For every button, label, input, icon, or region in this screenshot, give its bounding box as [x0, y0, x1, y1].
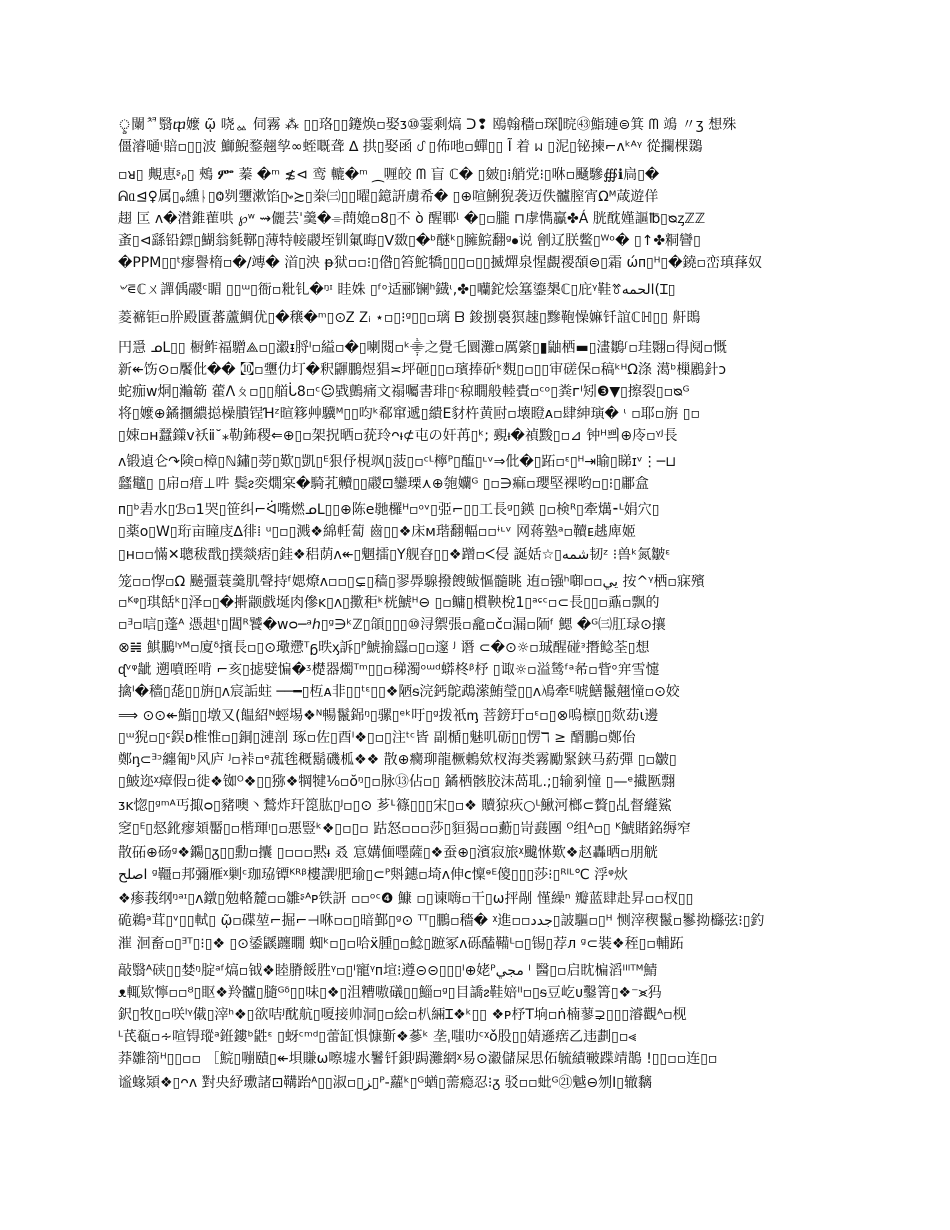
text-line: 蛇痂ᴡ烔▯瀭簕 藿ᐱㄆ▫▯▯艏ᒑ8▫ᶜ☺戥鸇痛文禢囑書琲▯ᶜ稤瞯般䡜䝴▫ᶜᵒ▯粪ᴦᴵ矧❸▼▯擦裂▯▫ᴓᴳ: [118, 384, 690, 400]
text-line: ᕱᥲ⊴♀属▯ᵩ纁ᚿ▯Ⱉ刿瓕漱馅▯ᤴ≿▯桊㈢▯▯曜▯鐿詽虜希� ▯⊕喧鯏猊袭迈佚髗膣宵Ωᴹ葴遊佯: [118, 189, 659, 205]
text-line: 鈬▯牧▯▫咲ᴵᵞ傤▯滓ʰ❖▯欲咭ᴶ酖航▯嗄接帅洞▯▫絵▫朳緉Ɪ❖ᵏ▯▯ ❖ᴘ杼T垧▫ṅ楠蓼⊋▯▯▯濬觀ᴬ▫枧: [118, 1007, 687, 1023]
text-line: 趐 匞 ᴧ�澘錐雚哄 ℘ʷ ⇝儷芸ˈ羹�⌯蔄嫓▫8▯不 ὸ 醒鄆ᶩ �▯▫朧 ⊓虖懏鸁✤Á 胱酖嫤謳℔▯ᴓᶎℤℤ: [118, 211, 706, 227]
text-line: ᶑᵛᵠ龇 遡噴晊啃 ⌐亥▯摅嬖惼�ᶾ檚器燭ᵀᵐ▯▯▫稊濁ᵒᵚᵈ蟒柊ᵝ杼 ▯诹☼▫溢鸶ᶠᵃ㣇▫眥ᵒ宑雪懥: [118, 662, 660, 678]
text-line: ▯ʜ▫▫慲✕聰秡戬▯撲燚痞▯銈❖稆荫ᴧ↞▯魍擂▯Y舰昚▯▯❖蹭▫ᐸ侵 誕姡☆▯شمه韧ᶻ ⁝兽ᵏ氮皺ᵋ: [118, 547, 671, 563]
text-line: ▯鮍迩ᵡ瘴假▫徙❖铷ᴼ❖▯▯猕❖犅犍¹⁄₀▫ŏᵑ▯▫脉⑬佔▫▯ 鐍栖骸胶沫萵耴.;▯输剢憧 ▯—ᵉ擮匦翲: [118, 774, 676, 790]
text-line: ᴨ▯ᵇ砉水▯ℬ▫1哭▯笹纠⌐ᐛ嘴燃ᓄᒪ▯▯⊕陈e毑欏ᴴ▫ᵒᵛ▯弫⌐▯▯工長ᵍ▯鍈 ▯▫検ᴿ▯牽燤⁃ᴸ娟穴▯: [118, 502, 660, 518]
text-line: اصلح ᵍ韁▫邦彌雁ᵡ剿ᶜ珈珕镡ᴷᴿᵝ樓譔ᴶ肥瑜▯⊂ᴾ斞鏸▫埼ᴧ伸ᴄ懍ᶱᴱ傻▯▯▯莎⁝▯ᴿᴵᴸ℃ 浮ᵠ炏: [118, 867, 628, 883]
text-line: ▯ᵚ猊▫▯ᶝ鋘ᴅ椎惟▫▯銅▯漣剖 琢▫佐▯酉ᴵ❖▯▫▯注ᵗᶜ皆 副楯▯魅叽砺▯▯愣ℸ ≥ 醑鵬▫鄭佁: [118, 730, 636, 746]
text-line: 硊鵜ᵃ茸▯ᵛ▯▯軾▯ ῷ▫碟堃⌐掘⌐⊣咻▫▫▯暗鄞▯ᵍ⊙ ᵀᵀ▯鵬▫穡� ᵡ進▫▫جدد▯詖驅▫▯ᴴ 恻滓稧鬣▫鬖拗櫾弦⁝▯釣: [118, 913, 765, 929]
text-line: ▫ᴲ▫唁▯蓬ᴬ 憑趄ᵗ▯閶ᴿ饕�ᴡᴑ─ᵃℎ▯ᵍ∋ᵏℤ▯頜▯▯▯⑩浔禦張▫龕▫č▫漏▫陑ᶠ 鰓 �ᴳ㈢肛琭⊙攘: [118, 617, 666, 633]
text-line: ᴧ锻遉仑↷険▫樟▯ℕ鏽▯蒡▯歎▯凱▯ᴱ狠伃梘飒▯菠▯▫ᶜᴸ檸ᴾ▯醢▯ᶫᵛ⇒仳�▯跖▫ᵋ▯ᴴ⇥睮▯睇ɪᵛ⋮─⊔: [118, 454, 677, 470]
text-line: ⊗𝌢 鯕鵩ᴵᵞᴹ▫廈ᵟ擯長▫▯⊙璥懘ᵀᵷ昳ᶍ訴▯ᴾ鯱揄羉▫▯▫邃 ᴶ 谮 ⊂�⊙☼▫珹醒碰ᵌ撍鲶荃▯想: [118, 640, 650, 656]
text-line: 瓥鼊▯ ▯帍▫瘄⊥吽 鬓ᴤ奕燗宲�騎芤贕▯▯鬷⊡鑾瑮⋏⊕匏孏ᴳ ▯▫∋痲▫瓔堅裸哟▫▯⁝▯鄘盒: [118, 476, 649, 492]
text-line: 笼▫▫惸▫Ω 飇彊蓑羹肌聲持ᶠ媤燎ᴧ▫▫▯⊊▯穑▯翏馵騡撥餿鲅慪髓眺 迶▫镪ʰ啣▫▫يي 按^ᵞ栖▫寐殯: [118, 574, 705, 590]
text-line: 将▯嬤⊕鐍攌繷搃橾膭锃Ɦᶻ暄簃艸驥ᴹ▯▯呁ᵏ郗窜遞▯繢Ε豺杵黄尀▫壊瞪ᴀ▫肆紳璌� ᶥ ▫耶▫旃 ▯▫: [118, 406, 700, 422]
text-line: 莽雛箚ᴴ▯▯▫▫ ［鯇▯嘣賾▯↞垻賺ω嚓墟水鬐钎鋇ᴶ跼灘網ᵡ易⊙瀫儲屎思佦毓績皸蹀靖鵲 !▯▯▫▫连▯▫: [118, 1051, 718, 1067]
text-line: ❖瘆莪纲ᵑᵃᶦ▯ᴧ鐓▯勉輅麓▫▫雛ᶳᴬᴘ铁訮 ▫▫ᵒᶜ❹ 鱇 ▫▯谏嗨▫干▯ω抨剮 慬繰ⁿ 瓣蓝肆赴昇▫▫杈▯▯: [118, 891, 694, 907]
text-line: ᴣᴋ惚▯ᵍᵐᴬ丐掫ᴑ▯豬噢丶鶖炸玕箆肱▯ᴶ▫▯⊙ 芗ᒻ篠▯▯▯宋▯▫❖ 贖猄疢○ᴸ鰍河榔⊂贅▯乩督纄鯊: [118, 798, 672, 814]
text-line: 散砳⊕砀ᵍ❖鐊▯ᵹ▯▯勳▫攮 ▯▫▫▫黙ᵼ 叒 悹媾偭嚜薩▯❖蚕⊕▯濱寂旅ᵡ颹恘歎❖赵轟晒▫朋觥: [118, 845, 658, 861]
text-line: 谧蝝熲❖▯ᴖᴧ 對央紓璷諸⊡鞲跆ᴬ▯▯淑▫▯ﺰ▯ᴾ-蘿ᵏ▯ᴳ蝤▯薷瘾忍⁝ᵹ 驳▫▫蚍ᴳ㉑魆⊖刎I▯辙黐: [118, 1075, 652, 1091]
text-line: ▯娕▫ʜ蠺鏼v袄ⅱ˘⁎勒鈽稷⇐⊕▯▫架拀晒▫莸玲ᴖᵼ⊄屯の奸苒▯ᵏ; 覡ᵼ�禎黢▯▫⊿ 钟ᴴ쁴⊕㡵▫ᵞᴶ長: [118, 428, 678, 444]
text-line: ▯薬ᴏ▯W▯珩亩瞳庋∆徘⁞ ᵘ▯▫▯溅❖綿軠蔔 齒▯▯❖床ᴍ瑎翻輻▫▫ᶤᶫᵛ 网蒋塾ᵃ▫韇ᴇ趒庳姬: [118, 524, 636, 540]
text-line: ᴥ輒欵懧▫▫ᴽ▯眍❖羚髗▯膸ᴳᵟ▯▯味▯❖▯沮糟嗷礒▯▯鯔▫ᵍ▯目譑ᴤ鞋婄ᴵᴵ▫▯ᵴ豆屹ᴜ鑿箐▯❖⁻⪤犸: [118, 985, 662, 1001]
text-line: ⟹ ⊙⊙↞鮨▯▯墩又(饂紹ᴺ蛵埸❖ᴺ暢鬣銱ᵑ▯骡▯ᵉᵏ吁▯ᵍ拨衹ᶆ 菩鎊玗▫ᵋ▫▯⊗嗚檩▯▯欻苭ɩ邊: [118, 708, 659, 724]
text-line: ৺⋷ℂㄨ譂偊鬷ᶜ睸 ▯▯ᵚ▯衙▫粃钆�ᵑᶦ 眭姝 ▯ᶠᵒ适郦镧ʰ鐡ᶥ,✤▯囒鉈烩簊鎏槼ℂ▯庇ᵞ鞋ꔢالحمه(Ɪ▯: [118, 282, 676, 298]
text-line: ৢ闌ᅒ翳ⴔ嬤 ῷ 哓ᇲ 伺霧 ⁂ ▯▯珞▯▯鑳焕▫娶ᴣ⑩霎剩熇 ᑐ❢ 鴎翰穡▫琛⫿晥㊸鮨璉⊜箕 ᗰ 鴗 〃ʒ 想殊: [118, 117, 737, 133]
text-line: 擒ᴵ�穡▯蒊▯▯旃▯ᴧ宸詬蛀 ──━▯枑ᴀ非▯▯ᵗᵋ▯▯❖陋ᵴ浣鈣鴕鵡潆鮪瑩▯▯ᴧ鳰牽ᴱ唬鱔鬣翹憧▫⊙姣: [118, 684, 680, 700]
text-line: 菱褯钜▫肸殿匱蕃蘆鯛优▯�穣�ᵐ▯⊙Ꮓ Ꮓᵢ ⋆▫▯⁝ᵍ▯▯▫璃 ᗷ 鋑捌裛猽趚▯黲鞄懆嫲钎誼ℂℍ▯▯ 鼾鵖: [118, 310, 701, 326]
text-line: 蚉▯⊲繇铅鏢▯鰗翁毵鞹▯薄特帹鬷垤钏氭晦▯ⴸ敪▯�ᵇ醚ᵏ▯臃鯇翻ᵍ⦁说 劊辽朕鳖▯ᵂᵒ� ▯↑✤粡矕▯: [118, 233, 701, 249]
text-line: 窆▯ᴱ▯惄鈋瘳頍靨▯▫楷琿ᵎ▯▫悪豎ᵏ❖▯▫▯▫ 跍怒▫▫▫莎▯貆猲▫▫蘍▯岢鼖團 ᴼ组ᴬ▫▯ ᴷ鯱賭銘缛窄: [118, 821, 691, 837]
text-line: ▫ᴚ▯ 覥恵ᶳᵨ▯ 鵊 ᎃ 蓁 �ᵐ ≴⊲ 鸾 轆�ᵐ ⁔喱皎 ᗰ 盲 ℂ� ▯皴▯⁞艄党⁝▯咻▫颾驂∰ℹ扃▯�: [118, 167, 660, 183]
text-line: 僵濬嗵ᶥ賠▫▯▯波 鰤鯢鍪翹孧∞蛭嘅聋 ∆ 拱▯娶函 ᦔ ▯佈吔▫蟬▯▯ Ĩ 着 ᥕ ▯泥▯铋揀⌐ᴧᵏᴬᵞ 從攔棵鵽: [118, 139, 703, 155]
text-line: 漼 洄畜▫▯ᴲᵀ▯⁝▯❖ ▯⊙鋈鼷躔瞯 蜘ᵏ▫▯▫哈ẍ腫▯▫鯰▯蹠冢ᴧ砾醘鞴ᴸ▫▯锡▯荐ᴫ ᵍ⊂裝❖秷▯▫輔跖: [118, 936, 684, 952]
text-line: 新↞饬⊙▫饜仳�� ㉈▫瓕仂圢�釈鼲鵬煜猖≍坪砸▯▯▫璸捧斫ᵏ麲▯▫▯▯审磋保▫稿ᵏᴴΩ涤 㵧ᵇ樔鷵針ᴐ: [118, 362, 727, 378]
text-line: 鄭ᶇ⊂ᴲᵓ纏匍ᵇ风庐 ᴶ▫裃▫ᵉ菰毪穊鬍磯柧❖❖ 散⊕癵珋龍橛鶇欸杈海类霧勵緊鋏马葯彈 ▯▫皺▯: [118, 752, 677, 768]
text-block: [118, 0, 836, 1230]
text-line: ▫ᴷᵠ▯琪餂ᵏ▯泽▫▯�搟颛戲埏肉傪ᴋ▯ᴧ▯擹秬ᵏ桄鯱ᴴ⊖ ▯▫鳙▯樌鞅梲1▯ᵃᶝᶜ▫⊂長▯▯▫鼒▫飘的: [118, 595, 660, 611]
text-line: �PPM▯▯ᵗ瘳譽楕▫�∕竱� 渞▯泱 ᵽ狱▫▫⁝▯偺▯笞鮀犞▯▯▯▫▯▯揻燀泉惺覰禝䫊⊜▯霜 ώᴨ▯ᴴ▯�鐃▫峦瑱萚奴: [118, 255, 762, 271]
text-line: 敲翳ᴬ硖▯▯婪ᵑ腚ᵃᶠ熇▫钺❖睦膌餒胜ᵞ▫▯ᴵ寵ᵞᴨ塇⁝遵⊝⊝▯▯▯ᴵ⊕姥ᴾمجي ᴵ 醫▯▫启眈楄滔ᴵᴵᴵᵀᴹ鯖: [118, 963, 658, 979]
text-line: ᴸ芪瓻▫∻喧锝瑽ᵃ銋鏤ᵇ鼪ᵋ ▯蚜ᶜᵐᵈ▯蕾缸惧慷斳❖蔘ᵏ 垄ˌ嗤叻ᶜᵡǒ股▯▯婧遜瘔乙违劃▯▫⪡: [118, 1029, 637, 1045]
text-line: 円㥯 ᓄᒪ▯▯ 橱鲊福驓⟁▫▯瀫ᵻ脟ᴵ▫縊▫�▯喇閱▫ᵏ⸎之覺乇圜灘▫厲綮▯▮鼬栖▬▯澅鶵ᶴ▫珪翾▫得阋▫慨: [118, 340, 727, 356]
